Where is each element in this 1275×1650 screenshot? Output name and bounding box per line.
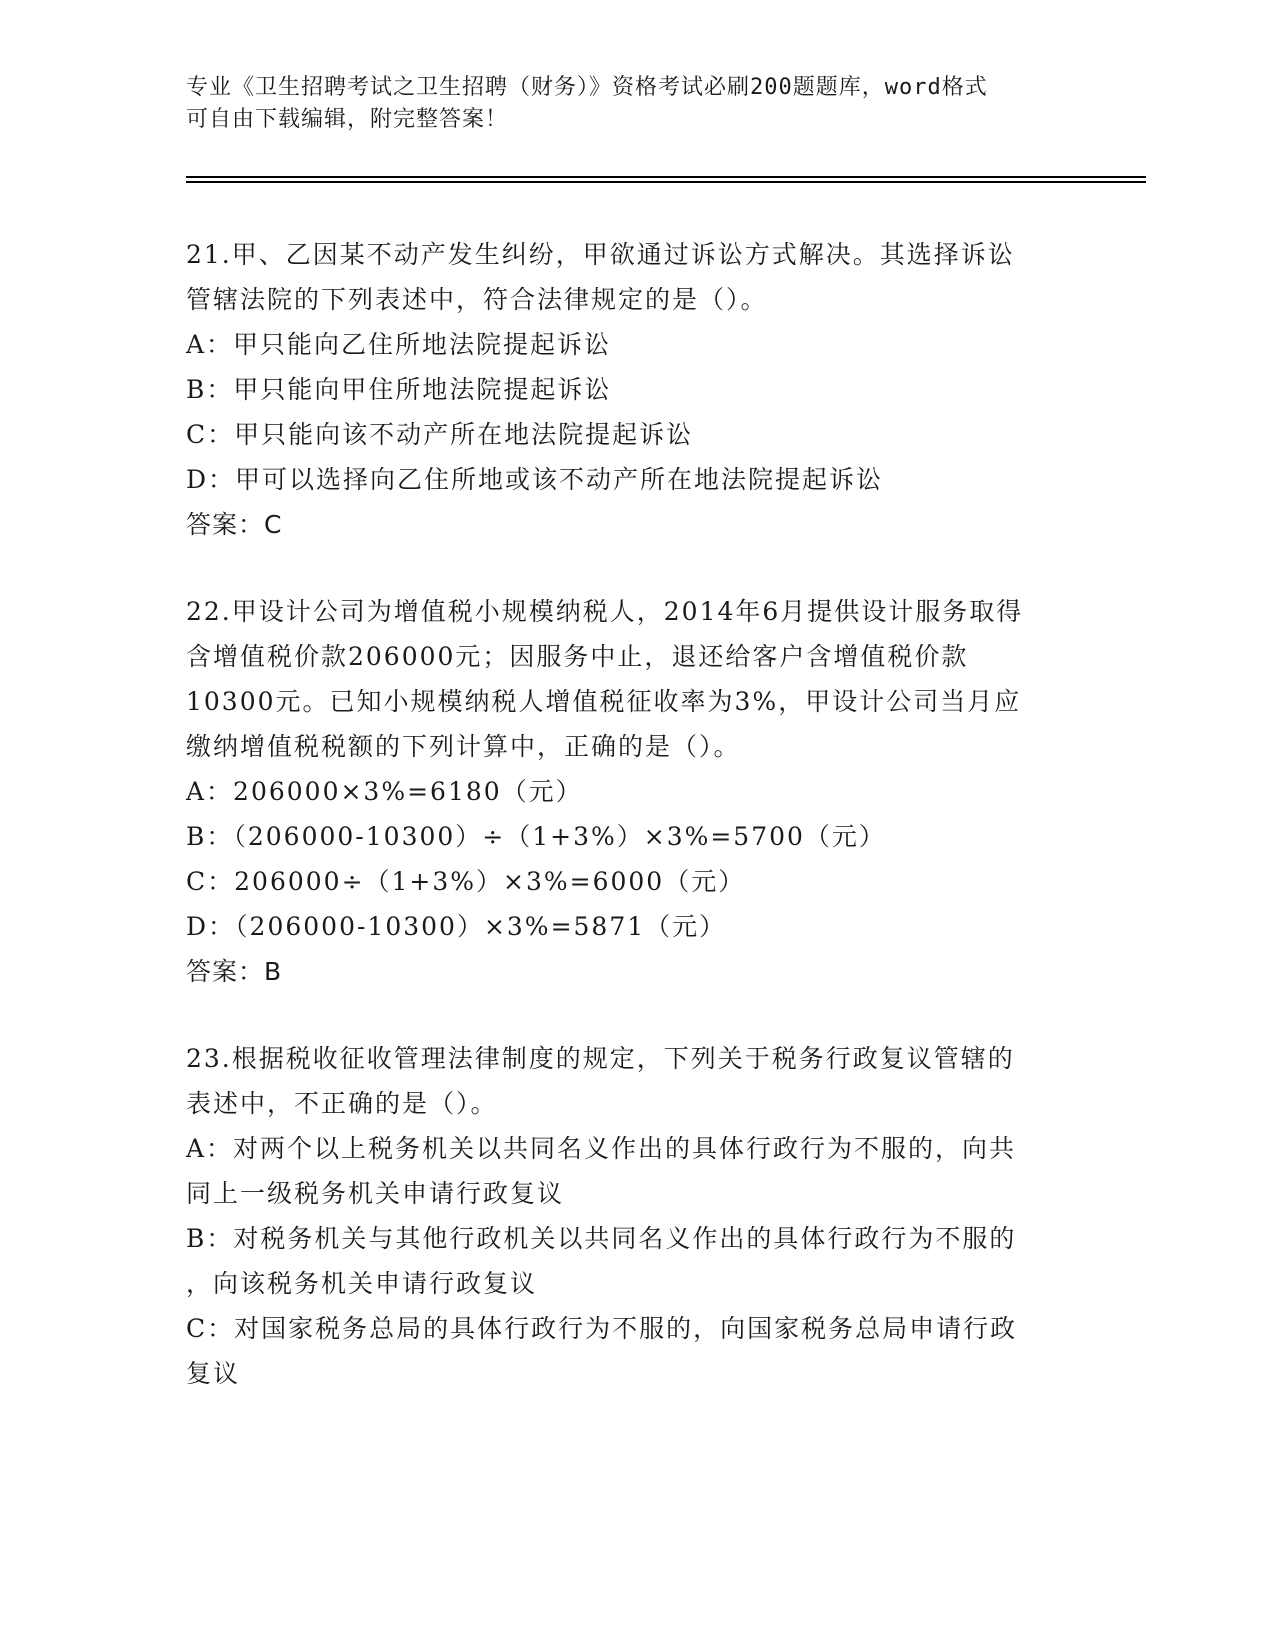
option-c-continued: 复议: [186, 1359, 241, 1388]
question-text-line: 21.甲、乙因某不动产发生纠纷，甲欲通过诉讼方式解决。其选择诉讼: [186, 240, 1015, 269]
option-b: B：（206000-10300）÷（1+3%）×3%=5700（元）: [186, 822, 886, 851]
option-c: C：对国家税务总局的具体行政行为不服的，向国家税务总局申请行政: [186, 1314, 1018, 1343]
question-23: [186, 1036, 1086, 1396]
question-text-line: 10300元。已知小规模纳税人增值税征收率为3%，甲设计公司当月应: [186, 687, 1022, 716]
option-d: D：（206000-10300）×3%=5871（元）: [186, 912, 727, 941]
header-divider-top: [186, 176, 1146, 178]
option-a: A：对两个以上税务机关以共同名义作出的具体行政行为不服的，向共: [186, 1134, 1017, 1163]
document-header: [186, 72, 1086, 136]
option-a: A：甲只能向乙住所地法院提起诉讼: [186, 330, 612, 359]
question-text-line: 含增值税价款206000元；因服务中止，退还给客户含增值税价款: [186, 642, 969, 671]
option-c: C：甲只能向该不动产所在地法院提起诉讼: [186, 420, 694, 449]
answer-label: 答案：C: [186, 510, 283, 539]
question-21: [186, 232, 1086, 547]
question-text-line: 管辖法院的下列表述中，符合法律规定的是（）。: [186, 285, 768, 314]
question-text-line: 23.根据税收征收管理法律制度的规定，下列关于税务行政复议管辖的: [186, 1044, 1015, 1073]
answer-label: 答案：B: [186, 957, 283, 986]
question-text-line: 表述中，不正确的是（）。: [186, 1089, 498, 1118]
question-list: [186, 232, 1086, 1438]
header-line-1: 专业《卫生招聘考试之卫生招聘（财务）》资格考试必刷200题题库，word格式: [186, 75, 988, 100]
option-b: B：甲只能向甲住所地法院提起诉讼: [186, 375, 612, 404]
header-divider-bottom: [186, 181, 1146, 183]
question-22: [186, 589, 1086, 994]
option-a: A：206000×3%=6180（元）: [186, 777, 583, 806]
option-d: D：甲可以选择向乙住所地或该不动产所在地法院提起诉讼: [186, 465, 884, 494]
question-text-line: 缴纳增值税税额的下列计算中，正确的是（）。: [186, 732, 741, 761]
question-text-line: 22.甲设计公司为增值税小规模纳税人，2014年6月提供设计服务取得: [186, 597, 1024, 626]
option-c: C：206000÷（1+3%）×3%=6000（元）: [186, 867, 746, 896]
option-b-continued: ，向该税务机关申请行政复议: [186, 1269, 538, 1298]
option-a-continued: 同上一级税务机关申请行政复议: [186, 1179, 565, 1208]
option-b: B：对税务机关与其他行政机关以共同名义作出的具体行政行为不服的: [186, 1224, 1017, 1253]
header-line-2: 可自由下载编辑，附完整答案！: [186, 107, 509, 132]
